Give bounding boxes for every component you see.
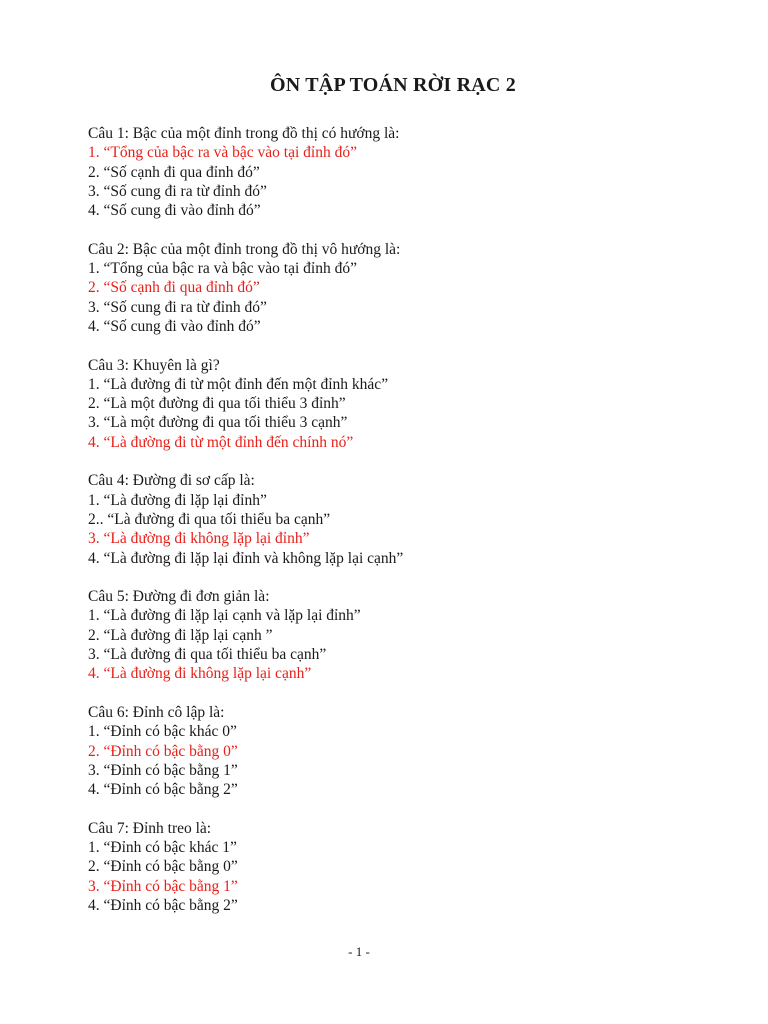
question-7 (88, 819, 688, 915)
answer-option: 4. “Đỉnh có bậc bằng 2” (88, 896, 238, 914)
answer-option: 4. “Số cung đi vào đỉnh đó” (88, 202, 261, 220)
question-6 (88, 703, 688, 799)
answer-option: 2. “Đỉnh có bậc bằng 0” (88, 742, 238, 760)
answer-option: 2.. “Là đường đi qua tối thiểu ba cạnh” (88, 510, 331, 528)
question-4 (88, 471, 688, 567)
answer-option: 2. “Số cạnh đi qua đỉnh đó” (88, 163, 260, 181)
answer-option: 4. “Số cung đi vào đỉnh đó” (88, 317, 261, 335)
question-list (88, 124, 688, 934)
answer-option: 2. “Số cạnh đi qua đỉnh đó” (88, 279, 260, 297)
answer-option: 4. “Là đường đi từ một đỉnh đến chính nó” (88, 433, 354, 451)
question-prompt: Câu 2: Bậc của một đỉnh trong đồ thị vô hướng là: (88, 240, 401, 258)
question-1 (88, 124, 688, 220)
question-prompt: Câu 6: Đỉnh cô lập là: (88, 703, 225, 721)
question-prompt: Câu 4: Đường đi sơ cấp là: (88, 472, 255, 490)
answer-option: 1. “Đỉnh có bậc khác 0” (88, 723, 237, 741)
answer-option: 3. “Là một đường đi qua tối thiểu 3 cạnh” (88, 414, 348, 432)
answer-option: 3. “Đỉnh có bậc bằng 1” (88, 761, 238, 779)
page-number: - 1 - (348, 944, 370, 959)
answer-option: 4. “Đỉnh có bậc bằng 2” (88, 781, 238, 799)
question-prompt: Câu 3: Khuyên là gì? (88, 356, 220, 374)
question-prompt: Câu 5: Đường đi đơn giản là: (88, 588, 270, 606)
answer-option: 4. “Là đường đi không lặp lại cạnh” (88, 665, 312, 683)
answer-option: 3. “Số cung đi ra từ đỉnh đó” (88, 182, 267, 200)
answer-option: 1. “Là đường đi lặp lại cạnh và lặp lại đỉnh” (88, 607, 361, 625)
answer-option: 3. “Đỉnh có bậc bằng 1” (88, 877, 238, 895)
page-title: ÔN TẬP TOÁN RỜI RẠC 2 (270, 74, 516, 96)
answer-option: 1. “Tổng của bậc ra và bậc vào tại đỉnh đó” (88, 260, 357, 278)
answer-option: 3. “Số cung đi ra từ đỉnh đó” (88, 298, 267, 316)
answer-option: 1. “Là đường đi lặp lại đỉnh” (88, 491, 267, 509)
question-5 (88, 587, 688, 683)
question-prompt: Câu 1: Bậc của một đỉnh trong đồ thị có hướng là: (88, 125, 400, 142)
question-2 (88, 240, 688, 336)
answer-option: 1. “Tổng của bậc ra và bậc vào tại đỉnh đó” (88, 144, 357, 162)
question-3 (88, 356, 688, 452)
answer-option: 2. “Là đường đi lặp lại cạnh ” (88, 626, 273, 644)
answer-option: 2. “Là một đường đi qua tối thiểu 3 đỉnh” (88, 395, 346, 413)
answer-option: 2. “Đỉnh có bậc bằng 0” (88, 858, 238, 876)
question-prompt: Câu 7: Đỉnh treo là: (88, 819, 212, 837)
answer-option: 3. “Là đường đi không lặp lại đỉnh” (88, 530, 310, 548)
answer-option: 1. “Là đường đi từ một đỉnh đến một đỉnh khác” (88, 375, 389, 393)
answer-option: 3. “Là đường đi qua tối thiểu ba cạnh” (88, 646, 327, 664)
answer-option: 1. “Đỉnh có bậc khác 1” (88, 838, 237, 856)
answer-option: 4. “Là đường đi lặp lại đỉnh và không lặp lại cạnh” (88, 549, 404, 567)
